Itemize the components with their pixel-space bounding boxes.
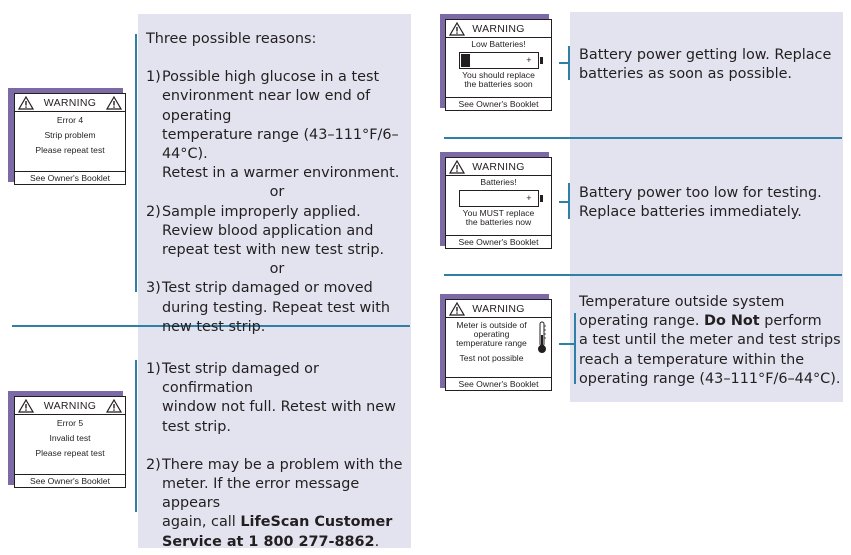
warning-triangle-icon xyxy=(449,22,465,36)
right-2-text: Battery power too low for testing. Replace batteries immediately. xyxy=(579,185,822,221)
booklet-reference: See Owner's Booklet xyxy=(446,235,551,248)
error5-display xyxy=(8,391,126,489)
booklet-reference: See Owner's Booklet xyxy=(15,171,125,184)
battery-note-2: the batteries soon xyxy=(464,79,533,89)
right-3-bracket xyxy=(574,313,576,384)
warning-triangle-icon xyxy=(18,399,34,413)
battery-level xyxy=(461,54,470,67)
booklet-reference: See Owner's Booklet xyxy=(15,474,125,487)
right-3-text: Temperature outside system operating range. Do Not perform a test until the meter and test strips reach a temperature within the operating range (43–111°F/6–44°C). xyxy=(579,294,841,387)
warning-triangle-icon xyxy=(106,96,122,110)
right-divider-2 xyxy=(444,274,842,276)
low-battery-display xyxy=(440,14,552,112)
booklet-reference: See Owner's Booklet xyxy=(446,97,551,110)
warning-label: WARNING xyxy=(472,23,525,35)
battery-icon: + xyxy=(459,52,539,69)
warning-label: WARNING xyxy=(472,161,525,173)
warning-triangle-icon xyxy=(18,96,34,110)
reason-1: 1) Test strip damaged or confirmation window not full. Retest with new test strip. xyxy=(146,361,396,435)
warning-label: WARNING xyxy=(43,97,97,109)
right-1-tick xyxy=(559,62,569,64)
right-2-tick xyxy=(559,201,569,203)
right-3-tick xyxy=(559,343,575,345)
battery-note-1: You should replace xyxy=(462,70,535,80)
battery-note-2: the batteries now xyxy=(465,217,532,227)
left-top-text xyxy=(146,30,408,337)
booklet-reference: See Owner's Booklet xyxy=(446,377,551,390)
error-line2: Please repeat test xyxy=(35,448,105,458)
right-divider-1 xyxy=(444,137,842,139)
error4-display xyxy=(8,88,126,186)
warning-triangle-icon xyxy=(449,160,465,174)
left-bottom-bracket xyxy=(135,360,137,512)
error-line1: Strip problem xyxy=(44,130,96,140)
left-bottom-text xyxy=(146,360,408,552)
customer-service-phone: Service at 1 800 277-8862 xyxy=(162,533,375,550)
battery-title: Low Batteries! xyxy=(471,39,526,49)
reasons-heading: Three possible reasons: xyxy=(146,31,317,47)
left-top-bracket xyxy=(135,34,137,292)
battery-note-1: You MUST replace xyxy=(462,208,535,218)
right-1-text: Battery power getting low. Replace batteries as soon as possible. xyxy=(579,47,832,83)
warning-label: WARNING xyxy=(43,400,97,412)
error-code: Error 4 xyxy=(56,115,84,125)
reason-3: 3) Test strip damaged or moved during testing. Repeat test with new test strip. xyxy=(146,280,391,335)
or-separator: or xyxy=(269,184,285,201)
temperature-display: WARNING Meter is outside of operating temperature range Test not possible See Owner's Booklet xyxy=(440,294,552,392)
warning-triangle-icon xyxy=(106,399,122,413)
customer-service-name: LifeScan Customer xyxy=(240,514,393,531)
battery-icon: + xyxy=(459,190,539,207)
warning-triangle-icon xyxy=(449,302,465,316)
dead-battery-display xyxy=(440,152,552,250)
battery-title: Batteries! xyxy=(480,177,517,187)
reason-1: 1) Possible high glucose in a test environment near low end of operating temperature range (43–111°F/6–44°C). Retest in a warmer environment. xyxy=(146,69,400,182)
error-code: Error 5 xyxy=(56,418,84,428)
do-not-emphasis: Do Not xyxy=(704,313,760,330)
reason-2: 2) There may be a problem with the meter. If the error message appears again, call LifeScan Customer Service at 1 800 277-8862. xyxy=(146,456,403,550)
thermometer-icon xyxy=(537,321,547,355)
reason-2: 2) Sample improperly applied. Review blood application and repeat test with new test strip. xyxy=(146,203,385,259)
warning-label: WARNING xyxy=(472,303,525,315)
temperature-note: Test not possible xyxy=(459,353,524,363)
error-line2: Please repeat test xyxy=(35,145,105,155)
or-separator: or xyxy=(269,261,285,278)
error-line1: Invalid test xyxy=(49,433,91,443)
